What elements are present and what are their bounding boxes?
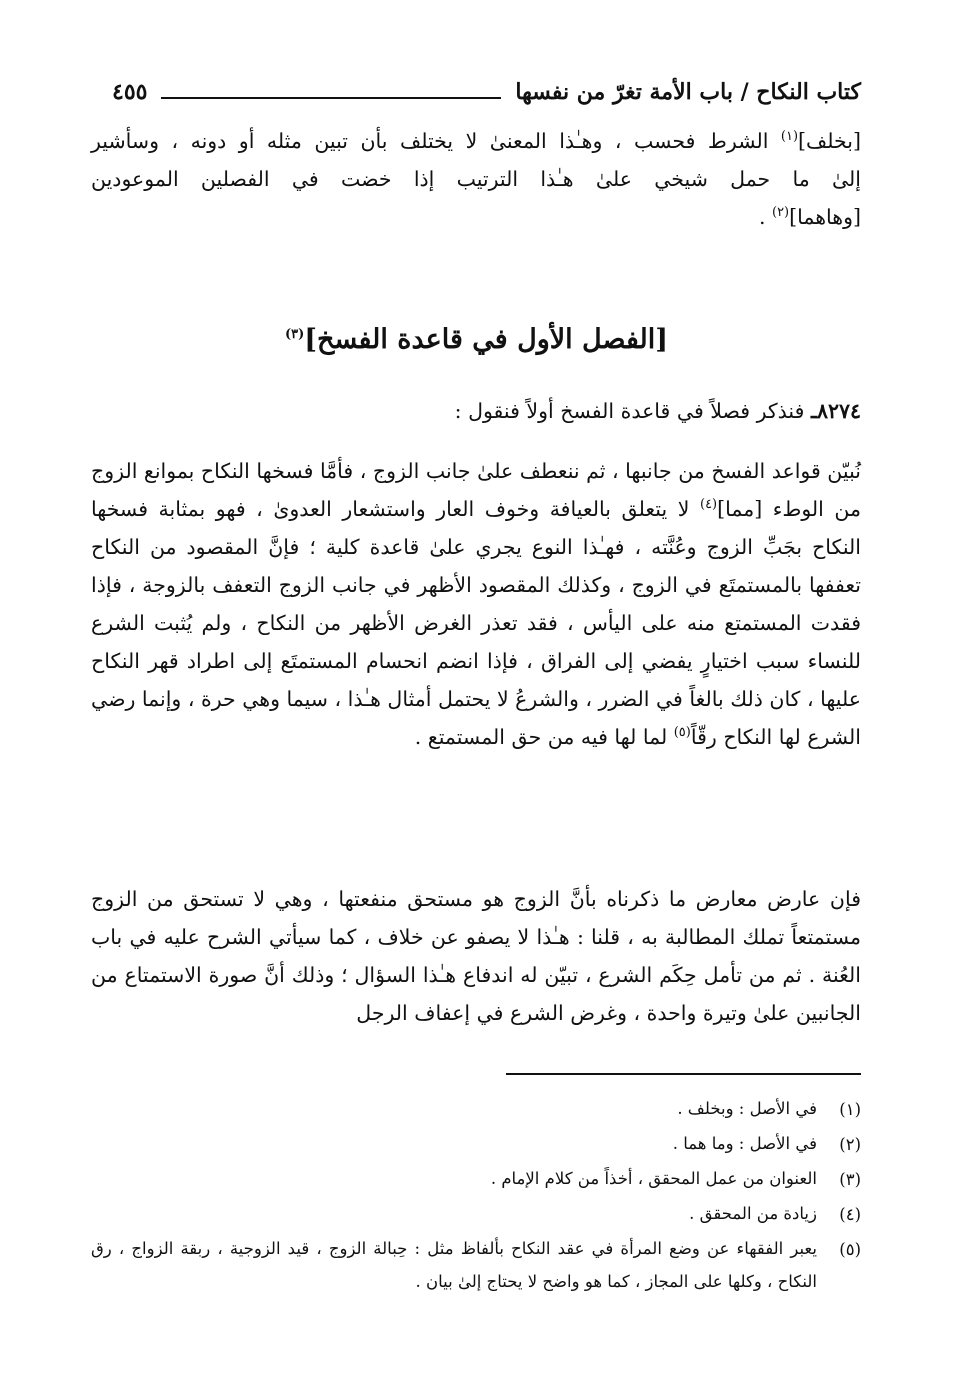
footnote-5 [91,1232,861,1298]
footnote-ref-3: (٣) [284,327,305,342]
intro-line-1-rest: الشرط فحسب ، وهـٰذا المعنىٰ لا يختلف بأن تبين مثله أو دونه ، وسأشير [91,129,781,153]
footnote-number: (٥) [839,1240,861,1259]
footnote-ref-5: (٥) [673,725,691,741]
footnote-text: زيادة من المحقق . [689,1204,817,1223]
intro-line-3-end: . [758,205,772,229]
page-number: ٤٥٥ [112,79,148,105]
footnote-4 [91,1197,861,1232]
paragraph-8274 [91,392,861,430]
footnote-text: في الأصل : وما هما . [672,1134,817,1153]
footnote-number: (١) [839,1100,861,1119]
footnotes [91,1092,861,1298]
intro-line-3-start: [وهاهما] [789,205,861,229]
paragraph-2-part-c: لما لها فيه من حق المستمتع . [414,725,674,749]
paragraph-2-part-a: نُبيّن قواعد الفسخ من جانبها ، ثم ننعطف علىٰ جانب الزوج ، فأمَّا فسخها النكاح بموانع الزوج من الوطء [مما] [91,459,861,521]
intro-line-1-start: [بخلف] [798,129,861,153]
intro-block [91,122,861,236]
footnote-1 [91,1092,861,1127]
footnote-text: في الأصل : وبخلف . [677,1099,817,1118]
footnote-number: (٢) [839,1135,861,1154]
running-title: كتاب النكاح / باب الأمة تغرّ من نفسها [515,79,861,105]
section-heading-text: [الفصل الأول في قاعدة الفسخ] [304,324,669,355]
paragraph-3-text: فإن عارض معارض ما ذكرناه بأنَّ الزوج هو مستحق منفعتها ، وهي لا تستحق من الزوج مستمتعاً تملك المطالبة به ، قلنا : هـٰذا لا يصفو عن خلاف ، كما سيأتي الشرح عليه في باب العُنة . ثم من تأمل حِكَم الشرع ، تبيّن له اندفاع هـٰذا السؤال ؛ وذلك أنَّ صورة الاستمتاع من الجانبين علىٰ وتيرة واحدة ، وغرض الشرع في إعفاف الرجل [91,887,861,1025]
running-header [112,72,861,112]
paragraph-2 [91,452,861,756]
paragraph-3 [91,880,861,1032]
footnote-text: يعبر الفقهاء عن وضع المرأة في عقد النكاح بألفاظ مثل : حِبالة الزوج ، قيد الزوجية ، ربقة الزواج ، رق النكاح ، وكلها على المجاز ، كما هو واضح لا يحتاج إلىٰ بيان . [91,1239,817,1291]
footnote-ref-1: (١) [780,129,799,145]
intro-line-2: إلىٰ ما حمل شيخي علىٰ هـٰذا الترتيب إذا خضت في الفصلين الموعودين [91,167,861,191]
footnote-3 [91,1162,861,1197]
footnote-ref-4: (٤) [699,497,718,513]
footnote-number: (٣) [839,1170,861,1189]
paragraph-1-text: فنذكر فصلاً في قاعدة الفسخ أولاً فنقول : [454,399,811,423]
footnote-ref-2: (٢) [771,205,790,221]
paragraph-number: ٨٢٧٤ـ [810,399,861,423]
intro-line-3 [91,198,861,236]
header-rule [161,97,501,99]
footnote-separator [506,1073,861,1075]
paragraph-2-part-b: لا يتعلق بالعيافة وخوف العار واستشعار العدوىٰ ، فهو بمثابة فسخها النكاح بجَبِّ الزوج وعُنَّته ، فهـٰذا النوع يجري علىٰ قاعدة كلية ؛ فإنَّ المقصود من النكاح تعففها بالمستمتَع في الزوج ، وكذلك المقصود الأظهر في جانب الزوج التعفف بالزوجة ، فإذا فقدت المستمتع منه على اليأس ، فقد تعذر الغرض الأظهر من النكاح ، ولم يُثبت الشرع للنساء سبب اختيارٍ يفضي إلى الفراق ، فإذا انضم انحسام المستمتَع إلى اطراد قهر النكاح عليها ، كان ذلك بالغاً في الضرر ، والشرعُ لا يحتمل أمثال هـٰذا ، سيما وهي حرة ، وإنما رضي الشرع لها النكاح رقّاً [91,497,861,749]
intro-line-1 [91,122,861,160]
footnote-text: العنوان من عمل المحقق ، أخذاً من كلام الإمام . [490,1169,817,1188]
footnote-number: (٤) [839,1205,861,1224]
section-heading [0,318,953,362]
footnote-2 [91,1127,861,1162]
